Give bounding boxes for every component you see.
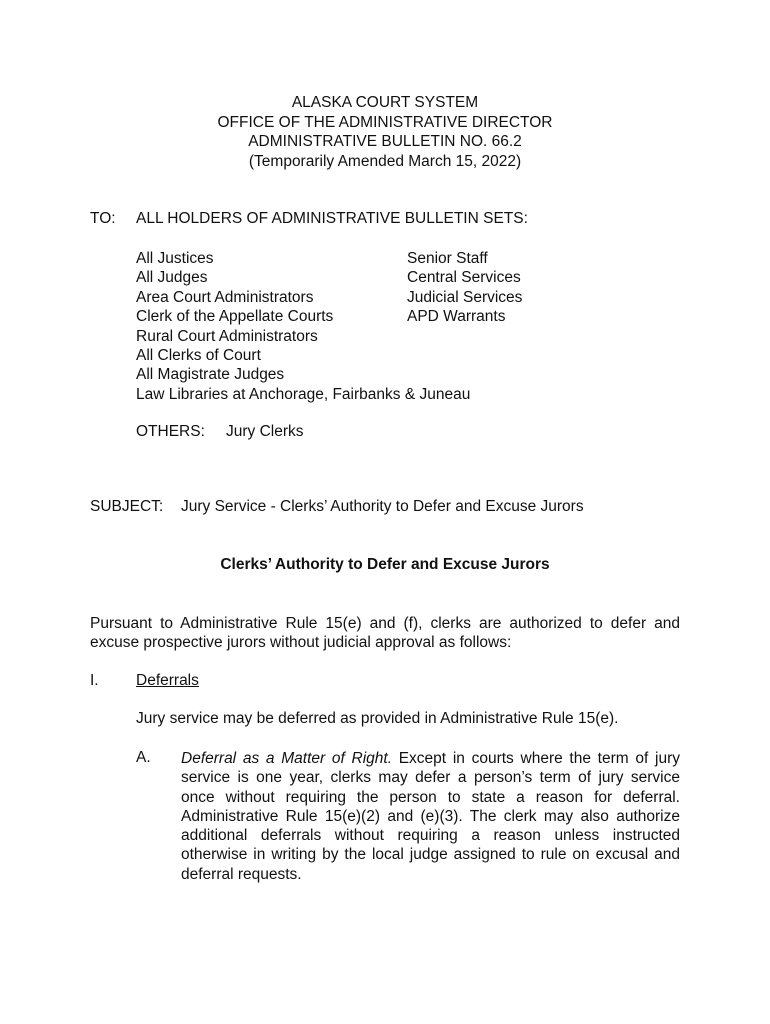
document-header [0, 93, 770, 171]
header-amended-date: (Temporarily Amended March 15, 2022) [248, 152, 522, 170]
to-text: ALL HOLDERS OF ADMINISTRATIVE BULLETIN SETS: [136, 210, 528, 227]
section-text: Jury service may be deferred as provided in Administrative Rule 15(e). [136, 710, 619, 727]
recipient-item: Central Services [407, 269, 521, 287]
recipient-item: Judicial Services [407, 288, 523, 306]
recipient-item: Rural Court Administrators [136, 327, 318, 345]
subsection-paragraph [181, 749, 680, 884]
others-label: OTHERS: [136, 423, 205, 440]
others-value: Jury Clerks [226, 423, 304, 440]
recipient-item: All Magistrate Judges [136, 366, 285, 384]
recipient-item: Senior Staff [407, 250, 488, 267]
subject-label: SUBJECT: [90, 498, 164, 515]
recipient-item: APD Warrants [407, 308, 506, 326]
subsection-heading: Deferral as a Matter of Right. [181, 750, 393, 767]
section-heading-deferrals: Deferrals [136, 672, 199, 689]
document-title: Clerks’ Authority to Defer and Excuse Jurors [220, 556, 550, 573]
recipient-item: Clerk of the Appellate Courts [136, 308, 334, 326]
intro-paragraph: Pursuant to Administrative Rule 15(e) and (f), clerks are authorized to defer and excuse prospective jurors without judicial approval as follows: [90, 615, 680, 652]
header-court-system: ALASKA COURT SYSTEM [291, 94, 479, 111]
recipient-item: All Judges [136, 269, 208, 287]
subsection-letter: A. [136, 749, 151, 766]
recipient-item: All Justices [136, 250, 214, 267]
recipient-item: Law Libraries at Anchorage, Fairbanks & Juneau [136, 385, 471, 403]
section-numeral: I. [90, 672, 99, 689]
header-bulletin-number: ADMINISTRATIVE BULLETIN NO. 66.2 [248, 133, 522, 150]
recipient-item: All Clerks of Court [136, 347, 261, 365]
recipients-right-list [407, 249, 522, 327]
subject-text: Jury Service - Clerks’ Authority to Defer and Excuse Jurors [181, 498, 584, 515]
subsection-text: Except in courts where the term of jury service is one year, clerks may defer a person’s term of jury service once without requiring the person to state a reason for deferral. Administrative Rule 15(e)(2) and (e)(3). The clerk may also authorize additional deferrals without requiring a reason unless instructed otherwise in writing by the local judge assigned to rule on excusal and deferral requests. [181, 750, 681, 883]
recipient-item: Area Court Administrators [136, 288, 314, 306]
to-label: TO: [90, 210, 116, 227]
header-office: OFFICE OF THE ADMINISTRATIVE DIRECTOR [217, 113, 553, 131]
